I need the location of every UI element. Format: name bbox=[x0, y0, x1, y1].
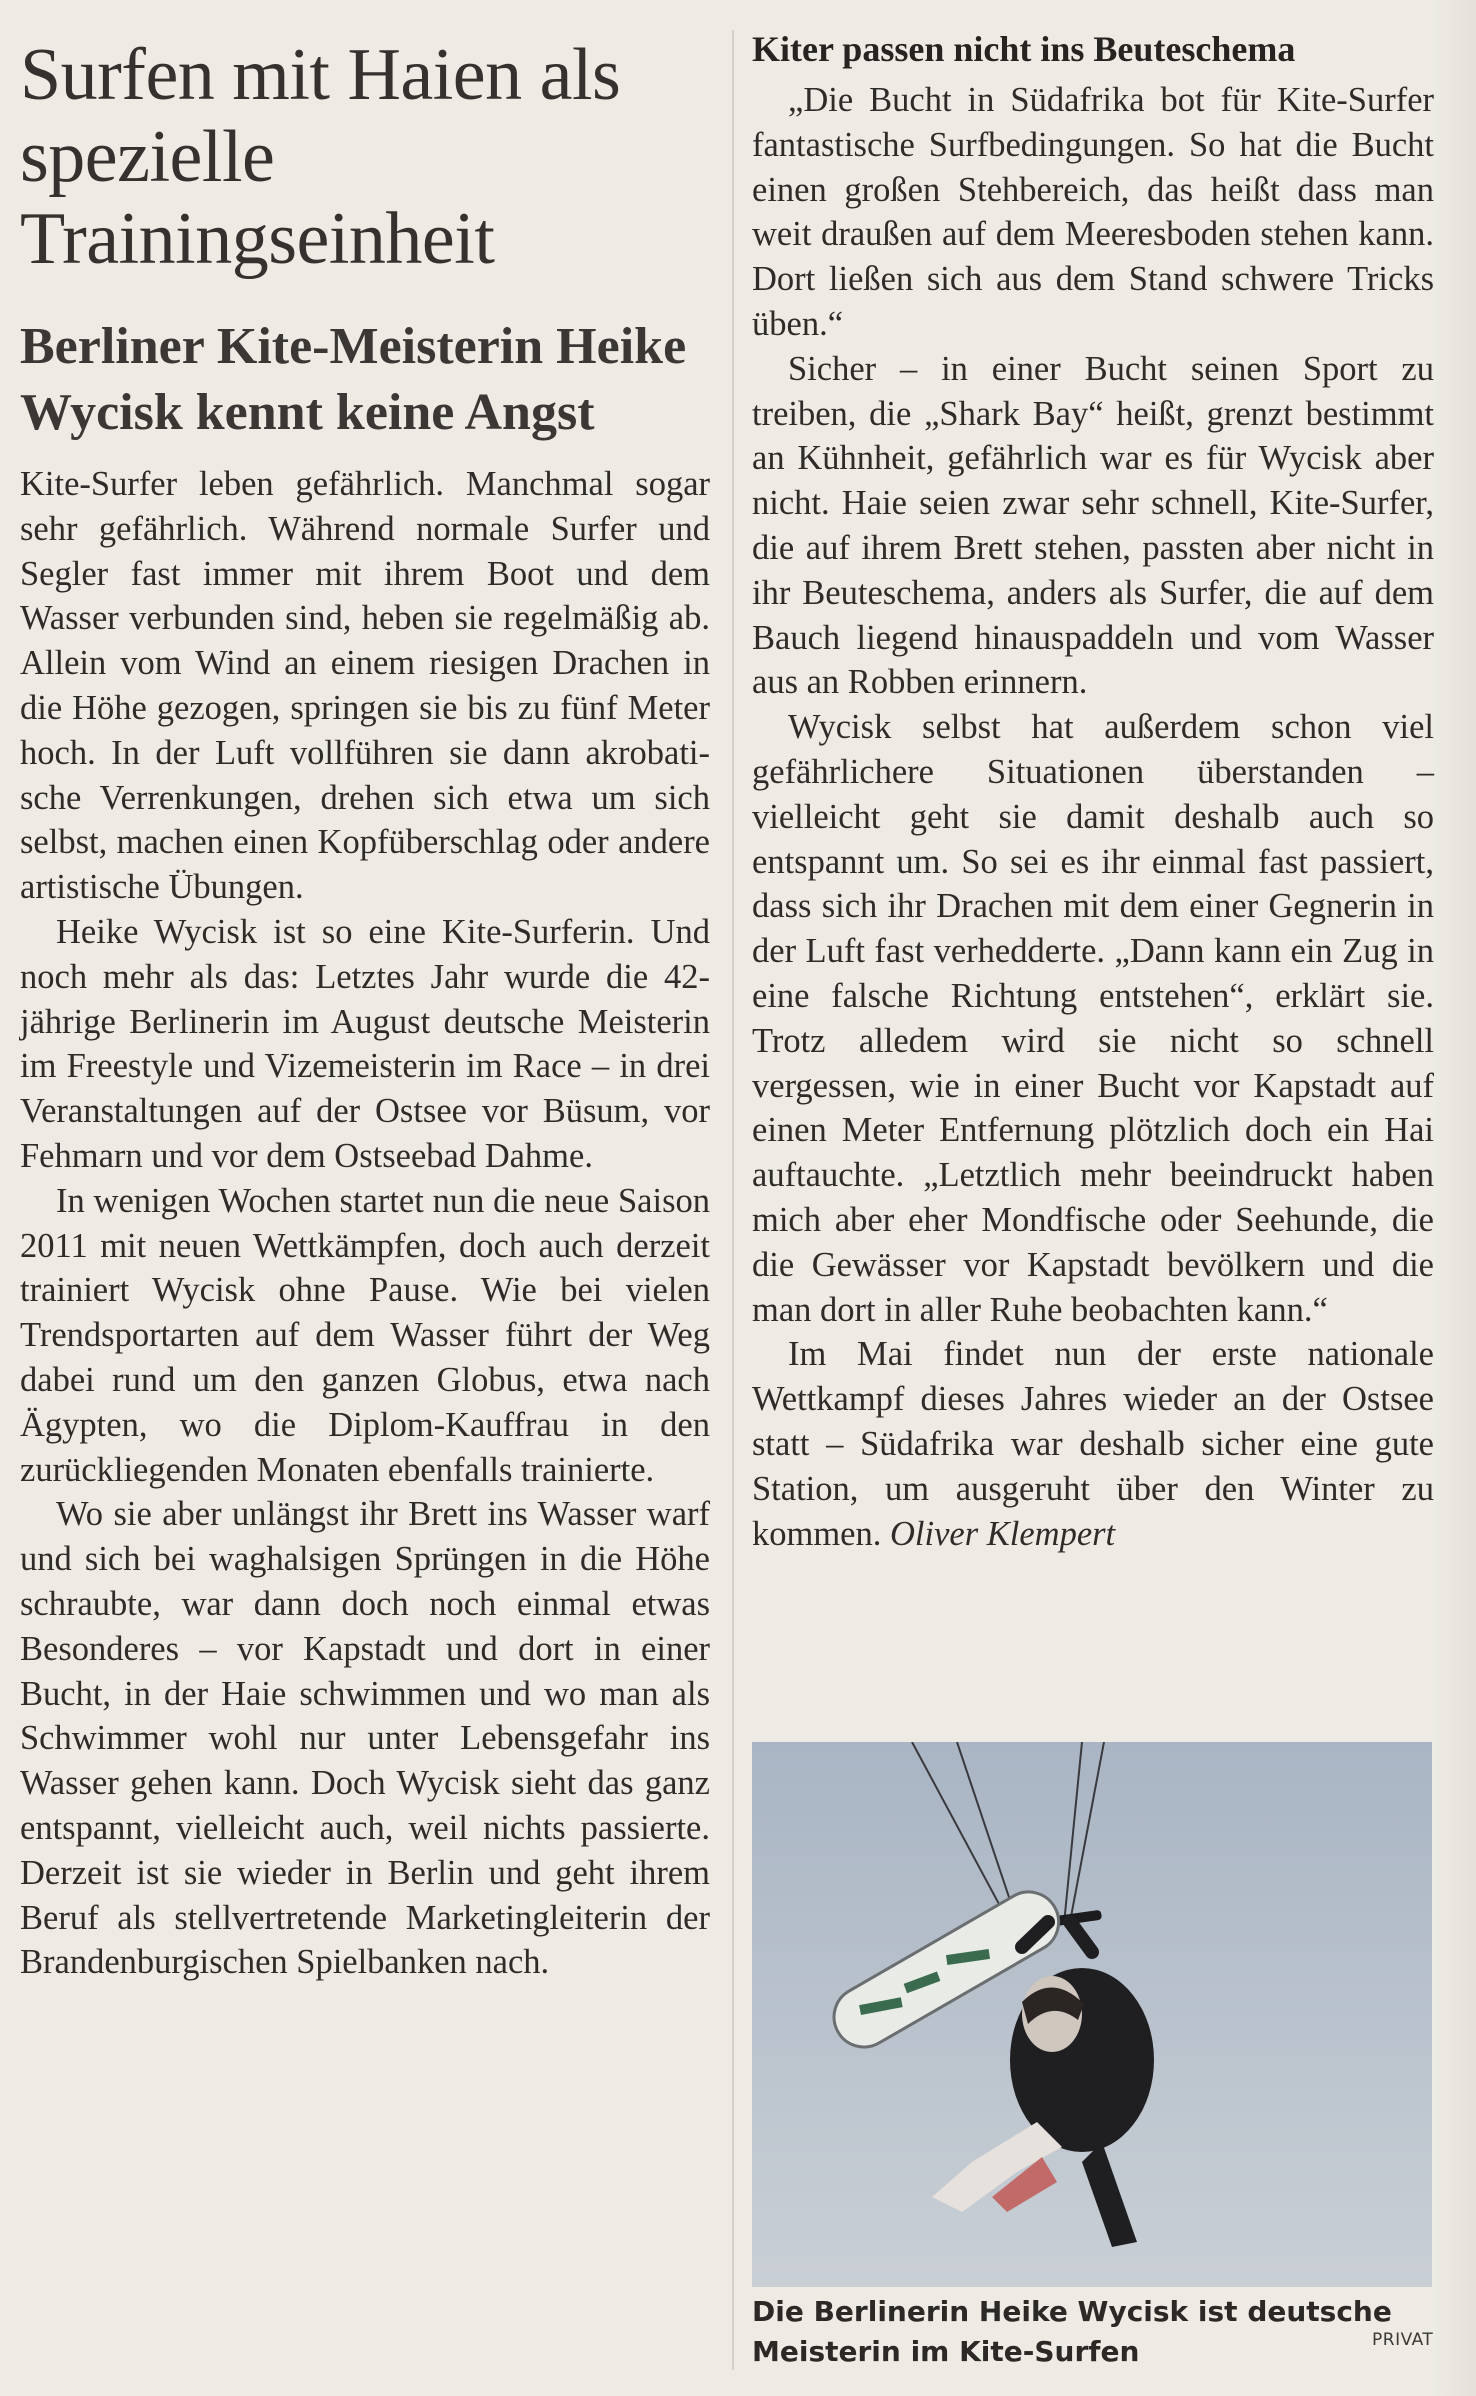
paragraph-text: Im Mai findet nun der erste nationale Wettkampf dieses Jahres wieder an der Ostsee statt – Südafrika war deshalb sicher eine gute Station, um ausgeruht über den Winter zu kommen. bbox=[752, 1335, 1434, 1553]
paragraph: Wo sie aber unlängst ihr Brett ins Wasser warf und sich bei waghalsigen Sprüngen in die Höhe schraubte, war dann doch noch einmal etwas Besonderes – vor Kapstadt und dort in einer Bucht, in der Haie schwimmen und wo man als Schwimmer wohl nur unter Lebensgefahr ins Wasser gehen kann. Doch Wycisk sieht das ganz entspannt, vielleicht auch, weil nichts passierte. Derzeit ist sie wieder in Berlin und geht ihrem Beruf als stellvertretende Marketingleiterin der Brandenburgischen Spielbanken nach. bbox=[20, 1495, 710, 1982]
paragraph: Kite-Surfer leben gefährlich. Manchmal sogar sehr gefährlich. Während normale Surfer und Segler fast immer mit ihrem Boot und dem Wasser verbunden sind, heben sie regelmäßig ab. Allein vom Wind an einem riesigen Drachen in die Höhe gezogen, springen sie bis zu fünf Meter hoch. In der Luft vollführen sie dann akrobatische Verrenkungen, drehen sich etwa um sich selbst, machen einen Kopfüberschlag oder andere artistische Übungen. bbox=[20, 465, 710, 907]
adjacent-page-edge bbox=[1432, 0, 1476, 2396]
section-heading: Kiter passen nicht ins Beuteschema bbox=[752, 29, 1296, 69]
right-body bbox=[752, 78, 1434, 1556]
kitesurfer-illustration bbox=[752, 1742, 1432, 2287]
headline: Surfen mit Haien als spezielle Trainingseinheit bbox=[20, 34, 621, 280]
photo-credit: PRIVAT bbox=[1372, 2330, 1434, 2350]
right-column bbox=[752, 22, 1434, 1556]
paragraph: Wycisk selbst hat außerdem schon viel gefährlichere Situationen überstanden – vielleicht geht sie damit deshalb auch so entspannt um. So sei es ihr einmal fast passiert, dass sich ihr Drachen mit dem einer Gegnerin in der Luft fast verhedderte. „Dann kann ein Zug in eine falsche Richtung entstehen“, erklärt sie. Trotz alledem wird sie nicht so schnell vergessen, wie in einer Bucht vor Kapstadt auf einen Meter Entfernung plötzlich doch ein Hai auftauchte. „Letztlich mehr beeindruckt haben mich aber eher Mondfische oder Seehunde, die die Gewässer vor Kapstadt bevölkern und die man dort in aller Ruhe beobachten kann.“ bbox=[752, 708, 1434, 1329]
byline: Oliver Klempert bbox=[889, 1514, 1116, 1553]
left-body bbox=[20, 462, 710, 1985]
column-rule bbox=[732, 30, 734, 2370]
paragraph: Heike Wycisk ist so eine Kite-Surferin. Und noch mehr als das: Letztes Jahr wurde die 42-jährige Berlinerin im August deutsche Meisterin im Freestyle und Vizemeisterin im Race – in drei Veranstaltungen auf der Ostsee vor Büsum, vor Fehmarn und vor dem Ostseebad Dahme. bbox=[20, 912, 710, 1175]
paragraph: „Die Bucht in Südafrika bot für Kite-Surfer fantastische Surfbedingungen. So hat die Bucht einen großen Stehbereich, das heißt dass man weit draußen auf dem Meeresboden stehen kann. Dort ließen sich aus dem Stand schwere Tricks üben.“ bbox=[752, 81, 1434, 343]
paragraph: Sicher – in einer Bucht seinen Sport zu treiben, die „Shark Bay“ heißt, grenzt bestimmt an Kühnheit, gefährlich war es für Wycisk aber nicht. Haie seien zwar sehr schnell, Kite-Surfer, die auf ihrem Brett stehen, passten aber nicht in ihr Beuteschema, anders als Surfer, die auf dem Bauch liegend hinauspaddeln und vom Wasser aus an Robben erinnern. bbox=[752, 349, 1434, 702]
kitesurfer-photo bbox=[752, 1742, 1432, 2287]
photo-caption: Die Berlinerin Heike Wycisk ist deutsche Meisterin im Kite-Surfen bbox=[752, 2295, 1392, 2368]
left-column bbox=[20, 22, 710, 1985]
paragraph: In wenigen Wochen startet nun die neue Saison 2011 mit neuen Wettkämpfen, doch auch derzeit trainiert Wycisk ohne Pause. Wie bei vielen Trendsportarten auf dem Wasser führt der Weg dabei rund um den ganzen Globus, etwa nach Ägypten, wo die Diplom-Kauffrau in den zurückliegenden Monaten ebenfalls trainierte. bbox=[20, 1181, 710, 1489]
subheadline: Berliner Kite-Meisterin Heike Wycisk kennt keine Angst bbox=[20, 318, 687, 441]
paragraph-last bbox=[752, 1332, 1434, 1556]
